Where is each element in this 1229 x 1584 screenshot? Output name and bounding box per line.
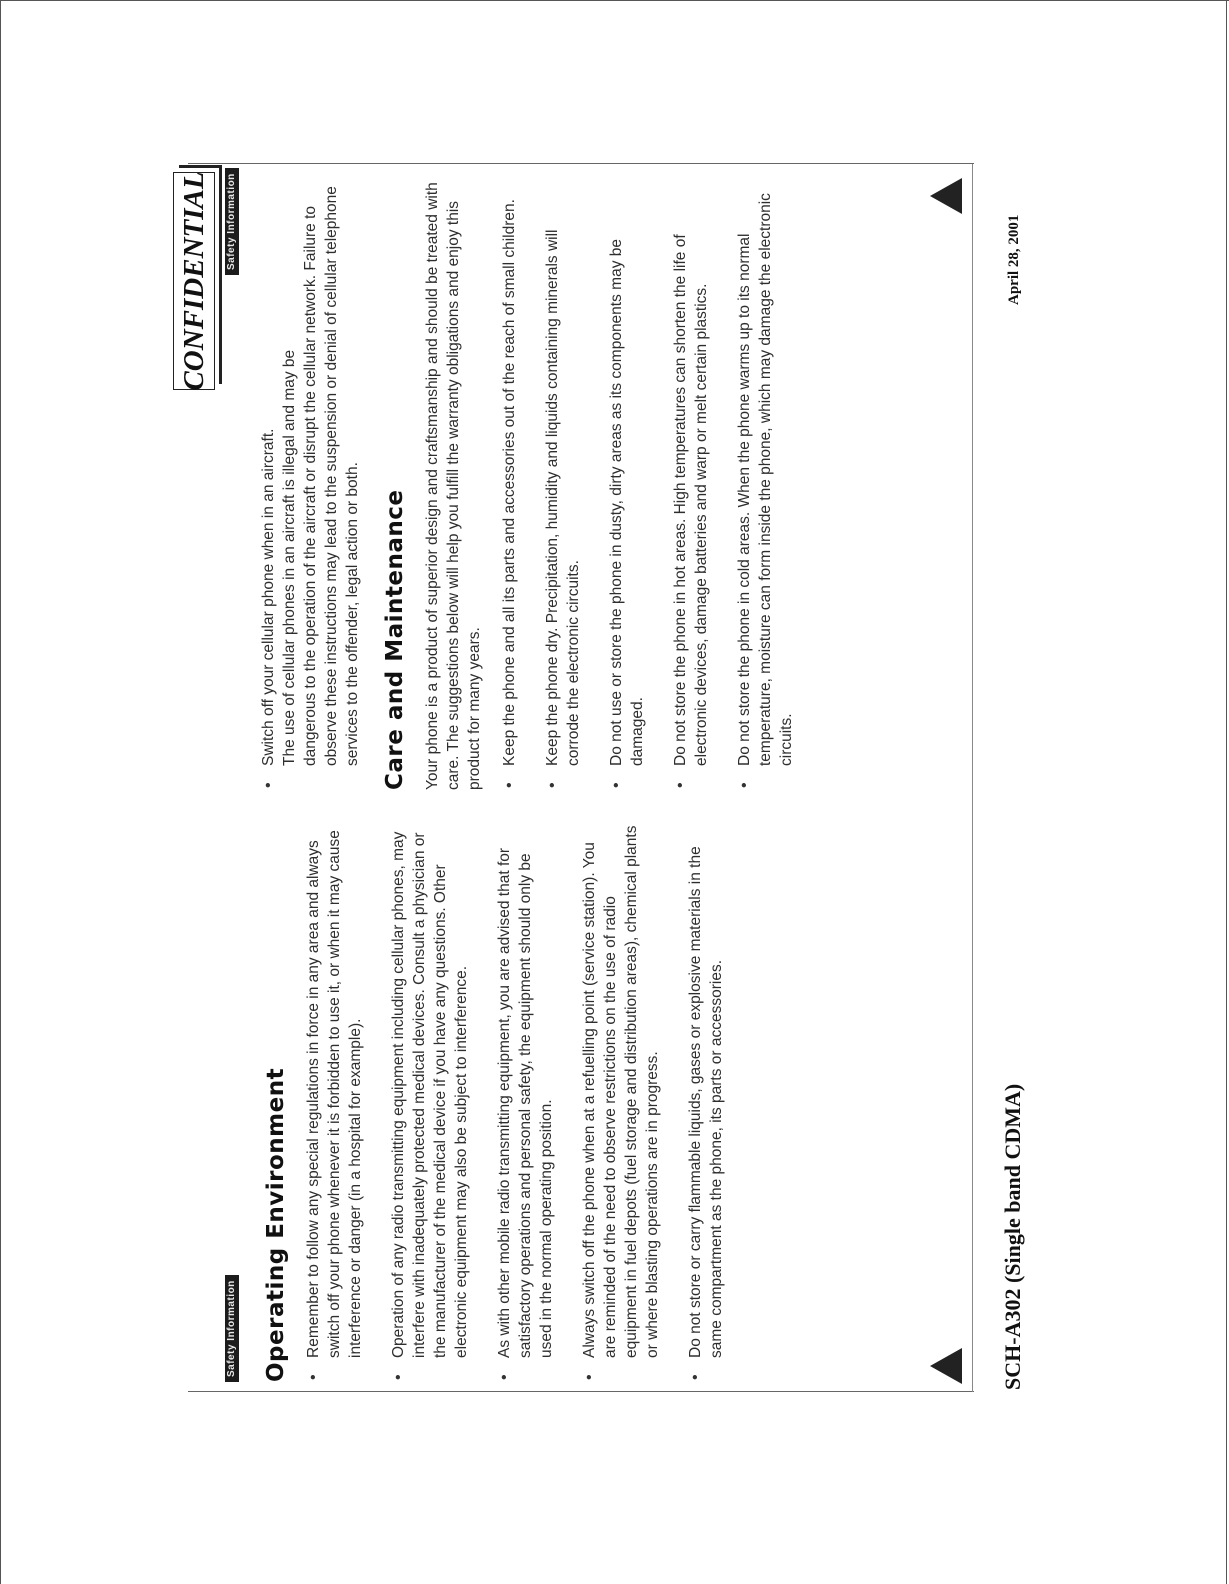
list-item: • Operation of any radio transmitting equipment including cellular phones, may interfere with inadequately protected medical devices. Consult a physician or the manufacturer of the medical device if you have any questions. Other electronic equipment may also be subject to interference. bbox=[388, 822, 472, 1382]
confidential-stamp: CONFIDENTIAL bbox=[173, 172, 215, 390]
list-item: • Do not use or store the phone in dusty, dirty areas as its components may be damaged. bbox=[606, 175, 648, 790]
page-frame-top bbox=[0, 0, 1229, 1]
operating-environment-list bbox=[303, 822, 727, 1382]
footer-date: April 28, 2001 bbox=[1006, 214, 1022, 305]
left-column bbox=[258, 822, 749, 1382]
aircraft-line-2: The use of cellular phones in an aircraft is illegal and may be bbox=[281, 349, 298, 766]
heading-operating-environment: Operating Environment bbox=[263, 1067, 289, 1382]
care-intro-paragraph: Your phone is a product of superior design and craftsmanship and should be treated with care. The suggestions below will help you fulfill the warranty obligations and enjoy this product for many years. bbox=[424, 182, 483, 790]
warning-triangle-icon bbox=[930, 178, 962, 214]
list-item-aircraft bbox=[258, 175, 363, 790]
list-item: • Do not store or carry flammable liquids, gases or explosive materials in the same compartment as the phone, its parts or accessories. bbox=[685, 822, 727, 1382]
rotated-page bbox=[170, 120, 1070, 1430]
section-tag-left: Safety Information bbox=[225, 1275, 239, 1382]
bottom-border-rule bbox=[972, 164, 973, 1392]
aircraft-line-3: dangerous to the operation of the aircraft or disrupt the cellular network. Failure to observe these instructions may lead to the suspension or denial of cellular telephone services to the offender, legal action or both. bbox=[302, 186, 361, 766]
list-item: • Do not store the phone in cold areas. When the phone warms up to its normal temperature, moisture can form inside the phone, which may damage the electronic circuits. bbox=[734, 175, 797, 790]
page-frame-right bbox=[1226, 0, 1227, 1584]
page-frame-left bbox=[0, 0, 1, 1584]
right-column bbox=[258, 175, 819, 790]
warning-triangle-icon bbox=[930, 1348, 962, 1384]
list-item: • Keep the phone dry. Precipitation, humidity and liquids containing minerals will corrode the electronic circuits. bbox=[542, 175, 584, 790]
list-item: • Remember to follow any special regulations in force in any area and always switch off your phone whenever it is forbidden to use it, or when it may cause interference or danger (in a hospital for example). bbox=[303, 822, 366, 1382]
heading-care-and-maintenance: Care and Maintenance bbox=[382, 489, 408, 790]
section-tag-right: Safety Information bbox=[225, 168, 239, 275]
aircraft-line-1: • Switch off your cellular phone when in an aircraft. bbox=[260, 428, 277, 766]
footer-model: SCH-A302 (Single band CDMA) bbox=[1000, 1083, 1025, 1390]
list-item: • Always switch off the phone when at a refuelling point (service station). You are reminded of the need to observe restrictions on the use of radio equipment in fuel depots (fuel storage and distribution areas), chemical plants or where blasting operations are in progress. bbox=[579, 822, 663, 1382]
right-border-rule bbox=[188, 163, 974, 164]
care-list bbox=[499, 175, 797, 790]
left-border-rule bbox=[188, 1391, 974, 1392]
list-item: • Keep the phone and all its parts and accessories out of the reach of small children. bbox=[499, 175, 520, 790]
list-item: • Do not store the phone in hot areas. High temperatures can shorten the life of electronic devices, damage batteries and warp or melt certain plastics. bbox=[670, 175, 712, 790]
aircraft-list bbox=[258, 175, 363, 790]
list-item: • As with other mobile radio transmitting equipment, you are advised that for satisfactory operations and personal safety, the equipment should only be used in the normal operating position. bbox=[494, 822, 557, 1382]
